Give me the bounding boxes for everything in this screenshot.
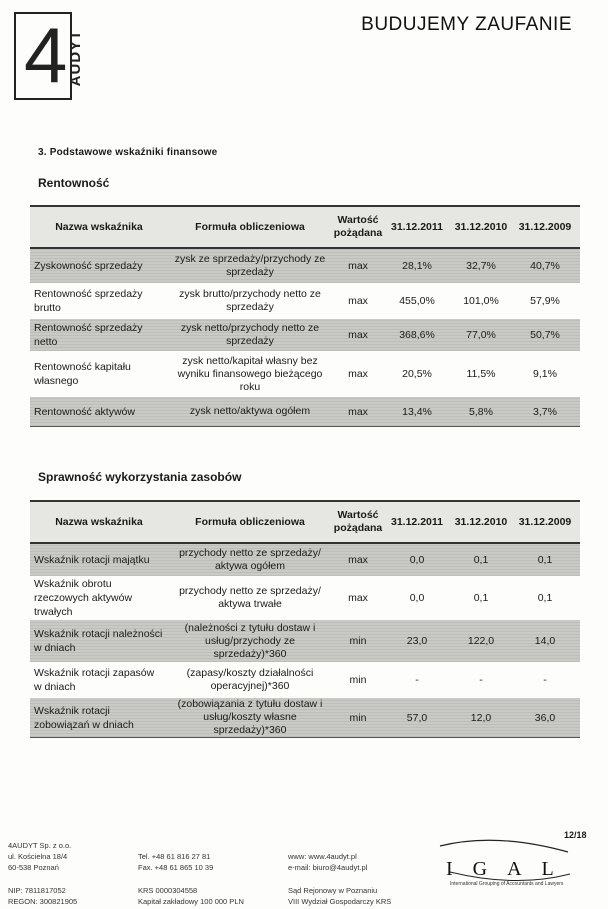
page-number: 12/18 — [564, 830, 587, 840]
col-2011: 31.12.2011 — [391, 221, 443, 233]
footer-company: 4AUDYT Sp. z o.o. — [8, 841, 72, 850]
company-logo — [14, 11, 84, 100]
col-wanted: Wartość pożądana — [333, 214, 383, 239]
col-formula: Formuła obliczeniowa — [195, 220, 305, 233]
table-row: Wskaźnik rotacji zapasów w dniach (zapasy/koszty działalności operacyjnej)*360 min - - - — [34, 667, 547, 693]
igal-logo: IGAL — [446, 858, 574, 880]
footer-address: 4AUDYT Sp. z o.o. ul. Kościelna 18/4 60-538 Poznań NIP: 7811817052 REGON: 300821905 — [8, 841, 78, 906]
table-row: Rentowność sprzedaży netto zysk netto/przychody netto ze sprzedaży max 368,6% 77,0% 50,7% — [30, 319, 580, 351]
table-header — [30, 205, 580, 249]
col-2010: 31.12.2010 — [454, 221, 508, 233]
table-row: Wskaźnik obrotu rzeczowych aktywów trwałych przychody netto ze sprzedaży/ aktywa trwałe max 0,0 0,1 0,1 — [34, 578, 553, 618]
table-row: Wskaźnik rotacji należności w dniach (należności z tytułu dostaw i usług/przychody ze sprzedaży)*360 min 23,0 122,0 14,0 — [30, 620, 580, 662]
efficiency-title: Sprawność wykorzystania zasobów — [38, 470, 242, 484]
igal-arc-top — [440, 840, 568, 852]
col-2009: 31.12.2009 — [518, 221, 572, 233]
email-link[interactable]: e-mail: biuro@4audyt.pl — [288, 863, 368, 872]
table-row: Wskaźnik rotacji majątku przychody netto ze sprzedaży/ aktywa ogółem max 0,0 0,1 0,1 — [30, 544, 580, 576]
table-row: Rentowność kapitału własnego zysk netto/kapitał własny bez wyniku finansowego bieżącego roku max 20,5% 11,5% 9,1% — [34, 354, 557, 393]
logo-word: AUDYT — [67, 29, 84, 87]
table-row: Rentowność aktywów zysk netto/aktywa ogółem max 13,4% 5,8% 3,7% — [30, 397, 580, 427]
website-link[interactable]: www: www.4audyt.pl — [288, 852, 357, 861]
table-row: Wskaźnik rotacji zobowiązań w dniach (zobowiązania z tytułu dostaw i usług/koszty własne sprzedaży)*360 min 57,0 12,0 36,0 — [30, 698, 580, 738]
col-name: Nazwa wskaźnika — [55, 221, 143, 233]
section-title: 3. Podstawowe wskaźniki finansowe — [38, 147, 218, 158]
footer-contact: Tel. +48 61 816 27 81 Fax. +48 61 865 10 39 KRS 0000304558 Kapitał zakładowy 100 000 PLN — [138, 852, 244, 906]
slogan: BUDUJEMY ZAUFANIE — [361, 14, 572, 35]
table-row: Zyskowność sprzedaży zysk ze sprzedaży/przychody ze sprzedaży max 28,1% 32,7% 40,7% — [30, 249, 580, 283]
igal-subtitle: International Grouping of Accountants and Lawyers — [450, 881, 564, 887]
table-row: Rentowność sprzedaży brutto zysk brutto/przychody netto ze sprzedaży max 455,0% 101,0% 57,9% — [34, 288, 560, 314]
footer-web: www: www.4audyt.pl e-mail: biuro@4audyt.pl Sąd Rejonowy w Poznaniu VIII Wydział Gospodarczy KRS — [288, 852, 392, 906]
logo-number: 4 — [24, 11, 68, 99]
profitability-title: Rentowność — [38, 176, 110, 190]
table-header: Nazwa wskaźnika Formuła obliczeniowa Wartość pożądana 31.12.2011 31.12.2010 31.12.2009 — [30, 500, 580, 544]
